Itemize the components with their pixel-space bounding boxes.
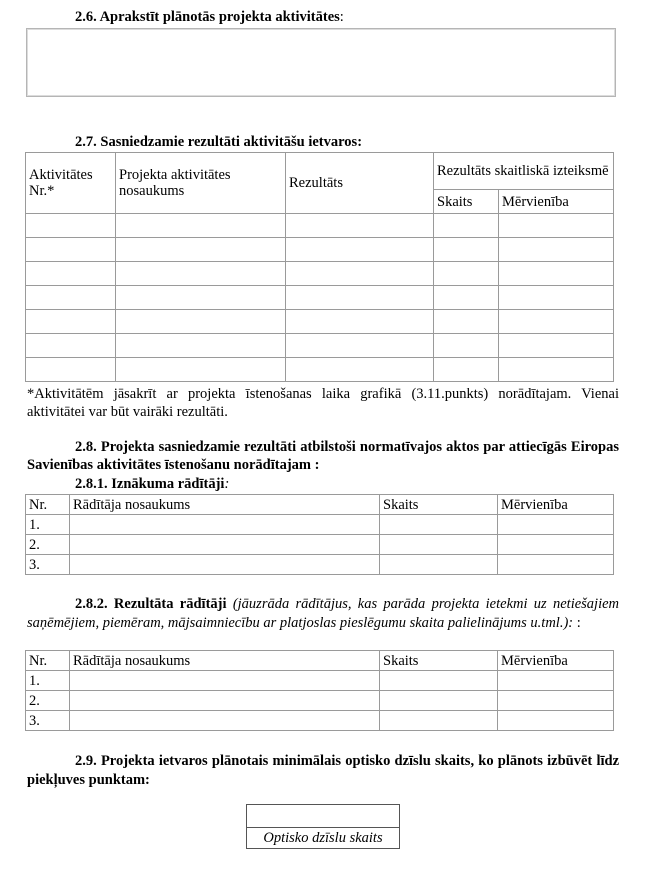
- table-cell[interactable]: [26, 286, 116, 310]
- table-cell[interactable]: [434, 334, 499, 358]
- row-number: 2.: [26, 691, 70, 711]
- table-cell[interactable]: [26, 358, 116, 382]
- table-cell[interactable]: [434, 262, 499, 286]
- fiber-count-input[interactable]: [247, 805, 399, 828]
- table-cell[interactable]: [70, 671, 380, 691]
- header-count: Skaits: [380, 651, 498, 671]
- table-cell[interactable]: [499, 286, 614, 310]
- table-cell[interactable]: [116, 358, 286, 382]
- table-cell[interactable]: [499, 358, 614, 382]
- table-row: [26, 555, 614, 575]
- table-cell[interactable]: [498, 515, 614, 535]
- table-cell[interactable]: [26, 310, 116, 334]
- header-activity-name: Projekta aktivitātes nosaukums: [116, 153, 286, 214]
- header-indicator-name: Rādītāja nosaukums: [70, 651, 380, 671]
- row-number: 1.: [26, 671, 70, 691]
- header-unit: Mērvienība: [498, 651, 614, 671]
- table-cell[interactable]: [116, 214, 286, 238]
- table-cell[interactable]: [380, 555, 498, 575]
- table-row: [26, 310, 614, 334]
- section-2-6-colon: :: [339, 9, 344, 25]
- table-cell[interactable]: [70, 555, 380, 575]
- table-cell[interactable]: [380, 691, 498, 711]
- table-cell[interactable]: [499, 310, 614, 334]
- table-row: [26, 535, 614, 555]
- section-2-8-1-colon: :: [224, 476, 230, 492]
- table-cell[interactable]: [380, 711, 498, 731]
- table-cell[interactable]: [498, 535, 614, 555]
- table-cell[interactable]: [380, 535, 498, 555]
- header-activity-nr: Aktivitātes Nr.*: [26, 153, 116, 214]
- table-cell[interactable]: [499, 334, 614, 358]
- table-cell[interactable]: [26, 262, 116, 286]
- section-2-8-2-colon: :: [573, 615, 581, 631]
- section-2-8-2-heading: [27, 595, 619, 633]
- section-2-8-1-title: 2.8.1. Iznākuma rādītāji: [75, 476, 225, 492]
- table-cell[interactable]: [434, 286, 499, 310]
- table-row: [26, 286, 614, 310]
- table-cell[interactable]: [116, 286, 286, 310]
- table-cell[interactable]: [286, 286, 434, 310]
- table-cell[interactable]: [286, 238, 434, 262]
- table-cell[interactable]: [116, 262, 286, 286]
- table-cell[interactable]: [116, 310, 286, 334]
- fiber-count-box: [246, 804, 400, 849]
- table-row: [26, 334, 614, 358]
- footnote: *Aktivitātēm jāsakrīt ar projekta īstenošanas laika grafikā (3.11.punkts) norādītajam. Vienai aktivitātei var būt vairāki rezultāti.: [27, 386, 619, 420]
- table-row: [26, 691, 614, 711]
- table-row: [26, 262, 614, 286]
- row-number: 3.: [26, 555, 70, 575]
- table-cell[interactable]: [434, 358, 499, 382]
- table-cell[interactable]: [499, 214, 614, 238]
- header-unit: Mērvienība: [499, 190, 614, 214]
- table-cell[interactable]: [498, 691, 614, 711]
- header-nr: Nr.: [26, 651, 70, 671]
- activities-description-field[interactable]: [26, 28, 616, 97]
- fiber-count-label: Optisko dzīslu skaits: [263, 830, 383, 846]
- table-row: [26, 214, 614, 238]
- table-cell[interactable]: [70, 535, 380, 555]
- table-cell[interactable]: [499, 238, 614, 262]
- section-2-8-1-heading: [75, 476, 229, 493]
- table-cell[interactable]: [26, 334, 116, 358]
- header-numeric-result: Rezultāts skaitliskā izteiksmē: [434, 153, 614, 190]
- section-2-6-heading: [75, 9, 344, 26]
- table-cell[interactable]: [26, 238, 116, 262]
- section-2-8-2-title: 2.8.2. Rezultāta rādītāji: [75, 596, 227, 612]
- table-cell[interactable]: [499, 262, 614, 286]
- table-row: [26, 515, 614, 535]
- header-indicator-name: Rādītāja nosaukums: [70, 495, 380, 515]
- table-cell[interactable]: [116, 238, 286, 262]
- section-2-9-heading: 2.9. Projekta ietvaros plānotais minimālais optisko dzīslu skaits, ko plānots izbūvēt līdz piekļuves punktam:: [27, 753, 619, 788]
- table-cell[interactable]: [286, 334, 434, 358]
- table-cell[interactable]: [434, 238, 499, 262]
- table-cell[interactable]: [286, 262, 434, 286]
- table-cell[interactable]: [286, 358, 434, 382]
- table-cell[interactable]: [434, 214, 499, 238]
- table-cell[interactable]: [380, 515, 498, 535]
- result-indicators-table: [25, 650, 614, 731]
- table-cell[interactable]: [380, 671, 498, 691]
- table-cell[interactable]: [286, 214, 434, 238]
- table-cell[interactable]: [498, 671, 614, 691]
- header-nr: Nr.: [26, 495, 70, 515]
- header-result: Rezultāts: [286, 153, 434, 214]
- activity-results-table: [25, 152, 614, 382]
- header-unit: Mērvienība: [498, 495, 614, 515]
- table-row: [26, 358, 614, 382]
- table-cell[interactable]: [286, 310, 434, 334]
- table-cell[interactable]: [70, 691, 380, 711]
- section-2-7-heading: 2.7. Sasniedzamie rezultāti aktivitāšu ietvaros:: [75, 134, 363, 150]
- row-number: 2.: [26, 535, 70, 555]
- header-count: Skaits: [434, 190, 499, 214]
- table-cell[interactable]: [498, 711, 614, 731]
- table-cell[interactable]: [434, 310, 499, 334]
- table-cell[interactable]: [116, 334, 286, 358]
- section-2-8-heading: 2.8. Projekta sasniedzamie rezultāti atbilstoši normatīvajos aktos par attiecīgās Eiropas Savienības aktivitātes īstenošanu norādītajam :: [27, 439, 619, 473]
- table-row: [26, 238, 614, 262]
- row-number: 3.: [26, 711, 70, 731]
- table-cell[interactable]: [70, 711, 380, 731]
- table-row: [26, 671, 614, 691]
- header-count: Skaits: [380, 495, 498, 515]
- output-indicators-table: [25, 494, 614, 575]
- table-cell[interactable]: [70, 515, 380, 535]
- section-2-8-2-note: (jāuzrāda rādītājus, kas parāda projekta ietekmi uz netiešajiem saņēmējiem, piemēram, mājsaimniecību ar platjoslas pieslēgumu skaita palielinājums u.tml.):: [27, 596, 620, 631]
- table-row: [26, 711, 614, 731]
- section-2-6-title: 2.6. Aprakstīt plānotās projekta aktivitātes: [75, 9, 340, 25]
- table-cell[interactable]: [498, 555, 614, 575]
- row-number: 1.: [26, 515, 70, 535]
- table-cell[interactable]: [26, 214, 116, 238]
